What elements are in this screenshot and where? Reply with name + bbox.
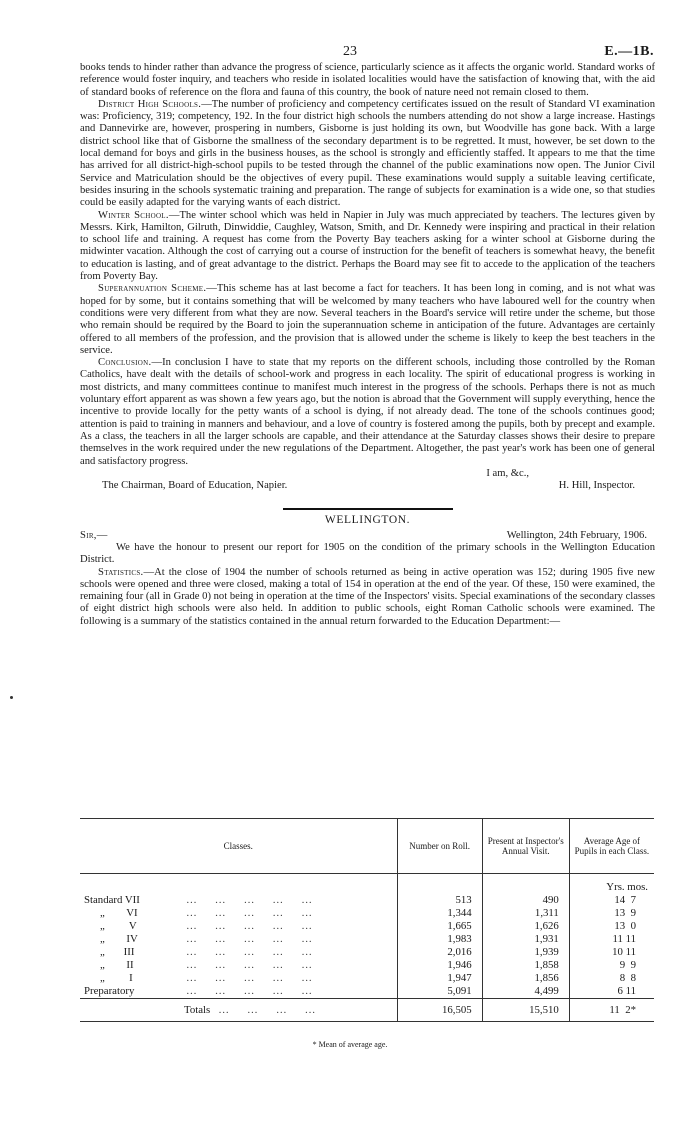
class-cell [80, 920, 397, 933]
section-heading-wellington: WELLINGTON. [324, 514, 411, 527]
present-cell: 1,931 [482, 933, 569, 946]
table-row [80, 894, 654, 907]
class-name: „ I [100, 972, 133, 984]
leader-dots: …………… [186, 946, 330, 958]
age-units: Yrs. mos. [569, 874, 654, 895]
present-cell: 1,858 [482, 959, 569, 972]
age-cell: 14 7 [569, 894, 654, 907]
roll-cell: 1,665 [397, 920, 482, 933]
present-cell: 1,311 [482, 907, 569, 920]
present-cell: 1,626 [482, 920, 569, 933]
paragraph-wellington-intro: We have the honour to present our report for 1905 on the condition of the primary schools in the Wellington Education District. [80, 541, 655, 566]
class-name: Preparatory [84, 985, 135, 997]
class-name: „ IV [100, 933, 138, 945]
age-cell: 13 9 [569, 907, 654, 920]
roll-cell: 1,983 [397, 933, 482, 946]
totals-age: 11 2* [569, 999, 654, 1022]
table-row [80, 907, 654, 920]
present-cell: 1,939 [482, 946, 569, 959]
class-name: Standard VII [84, 894, 140, 906]
roll-cell: 5,091 [397, 985, 482, 999]
age-cell: 10 11 [569, 946, 654, 959]
paragraph-text: —In conclusion I have to state that my reports on the different schools, including those controlled by the Roman Catholics, have dealt with the details of school-work and progress in each locality. The spirit of educational progress is working in most districts, and many committees continue to manifest much interest in the progress of the schools. Perhaps there is not as much voluntary effort apparent as was shown a few years ago, but the notion is abroad that the Government will supply everything, hence the incentive to provide locally for the petty wants of a school is dying, if not already dead. The tone of the schools continues good; attention is paid to training in manners and behaviour, and a love of country is fostered among the pupils, both by precept and example. As a class, the teachers in all the larger schools are capable, and their attendance at the Saturday classes shows their desire to prepare themselves in the work required under the new regulations of the Department. Altogether, the past year's work has been one of general and satisfactory progress. [80, 357, 655, 467]
leader-dots: …………… [186, 894, 330, 906]
roll-cell: 1,946 [397, 959, 482, 972]
page-number: 23 [343, 44, 357, 59]
class-cell [80, 894, 397, 907]
class-name: „ II [100, 959, 134, 971]
table-row [80, 959, 654, 972]
paragraph-text: —This scheme has at last become a fact for teachers. It has been long in coming, and is not what was hoped for by some, but it contains something that will be welcomed by many teachers who have laboured well for the country when conditions were very different from what they are now. Several teachers in the Board's service will retire under the scheme, but those who remain should be required by the Board to join the superannuation scheme in anticipation of the future. Advantages are certainly offered to all members of the profession, and the provision that is allowed under the scheme is likely to keep the best teachers in the service. [80, 283, 655, 356]
section-divider [283, 508, 453, 510]
totals-label-cell [80, 999, 397, 1022]
paragraph-science: books tends to hinder rather than advance the progress of science, particularly science as it affects the organic world. Standard works of reference would foster inquiry, and teachers who reside in isolated localities would have the satisfaction of knowing that, with the aid of standard books of reference on the flora and fauna of this country, the book of nature need not remain closed to them. [80, 62, 655, 98]
signature: H. Hill, Inspector. [558, 480, 635, 492]
class-cell [80, 972, 397, 985]
header-present: Present at Inspector's Annual Visit. [482, 819, 569, 874]
table-row [80, 933, 654, 946]
totals-row [80, 999, 654, 1022]
table-row [80, 972, 654, 985]
statistics-table [80, 818, 654, 1022]
salutation: Sir,— [80, 529, 108, 541]
age-cell: 11 11 [569, 933, 654, 946]
leader-dots: ………… [218, 1003, 334, 1016]
class-cell [80, 959, 397, 972]
paragraph-text: —At the close of 1904 the number of schools returned as being in active operation was 152; during 1905 five new schools were opened and three were closed, making a total of 154 in operation at the end of the year. Of these, 150 were examined, the remaining four (all in Grade 0) not being in operation at the time of the Inspectors' visits. Special examinations of the secondary classes of eight district high schools were also held. In addition to public schools, eight Roman Catholic schools were examined. The following is a summary of the statistics contained in the annual return forwarded to the Education Department:— [80, 566, 655, 627]
roll-cell: 1,344 [397, 907, 482, 920]
header-average-age: Average Age of Pupils in each Class. [569, 819, 654, 874]
report-body [80, 62, 655, 628]
age-cell: 8 8 [569, 972, 654, 985]
header-classes: Classes. [80, 819, 397, 874]
paragraph-text: —The number of proficiency and competency certificates issued on the result of Standard VI examination was: Proficiency, 319; competency, 192. In the four district high schools the numbers attending do not show a large increase. Hastings and Dannevirke are, however, prospering in numbers, Gisborne is just holding its own, but Woodville has gone back. With a large district school like that of Gisborne the smallness of the secondary department is to be regretted. It must, however, be set down to the local demand for boys and girls in the business houses, as the school is strongly and efficiently staffed. It appears to me that the time has arrived for all district-high-school pupils to be tested through the channel of the public examinations now open. The Junior Civil Service and Matriculation should be the objectives of every pupil. These examinations would supply a suitable leaving certificate, besides insuring in the schools systematic training and preparation. The range of subjects for examination is a wide one, so that studies could be easily adapted for the varying wants of each district. [80, 98, 655, 209]
roll-cell: 1,947 [397, 972, 482, 985]
table-footnote: * Mean of average age. [312, 1040, 388, 1049]
class-cell [80, 907, 397, 920]
class-name: „ III [100, 946, 135, 958]
table-row [80, 946, 654, 959]
signature-line [80, 480, 655, 492]
leader-dots: …………… [186, 933, 330, 945]
age-cell: 6 11 [569, 985, 654, 999]
leader-dots: …………… [186, 907, 330, 919]
class-cell [80, 946, 397, 959]
letter-date: Wellington, 24th February, 1906. [506, 529, 647, 541]
leader-dots: …………… [186, 972, 330, 984]
present-cell: 1,856 [482, 972, 569, 985]
class-cell [80, 933, 397, 946]
paragraph-winter-school [80, 210, 655, 284]
section-head-conclusion: Conclusion. [98, 357, 152, 369]
age-cell: 13 0 [569, 920, 654, 933]
paragraph-statistics [80, 567, 655, 628]
closing-line: I am, &c., [486, 467, 529, 479]
roll-cell: 513 [397, 894, 482, 907]
salutation-line [80, 530, 655, 542]
addressee: The Chairman, Board of Education, Napier. [102, 480, 288, 492]
section-head-winter-school: Winter School. [98, 209, 169, 221]
header-roll: Number on Roll. [397, 819, 482, 874]
leader-dots: …………… [186, 920, 330, 932]
margin-speck [10, 696, 13, 699]
section-head-district-high-schools: District High Schools. [98, 98, 202, 110]
class-name: „ V [100, 920, 137, 932]
paragraph-text: —The winter school which was held in Napier in July was much appreciated by teachers. The lectures given by Messrs. Kirk, Hamilton, Gilruth, Dinwiddie, Caughley, Watson, Smith, and Dr. Kennedy were inspiring and practical in their relation to school life and training. A request has come from the Poverty Bay teachers asking for a winter school at Gisborne during the midwinter vacation. Although the cost of carrying out a course of instruction for the benefit of teachers is somewhat heavy, the benefit to education is lasting, and of great advantage to the district. Perhaps the Board may see fit to accede to the application of the teachers from Poverty Bay. [80, 209, 656, 283]
present-cell: 490 [482, 894, 569, 907]
class-name: „ VI [100, 907, 138, 919]
table-row [80, 920, 654, 933]
table-header-row [80, 819, 654, 874]
class-cell [80, 985, 397, 999]
page-reference: E.—1B. [604, 44, 654, 59]
paragraph-conclusion [80, 357, 655, 468]
section-head-superannuation: Superannuation Scheme. [98, 283, 207, 295]
totals-roll: 16,505 [397, 999, 482, 1022]
paragraph-superannuation [80, 283, 655, 357]
leader-dots: …………… [186, 985, 330, 997]
table-row [80, 985, 654, 999]
present-cell: 4,499 [482, 985, 569, 999]
totals-label: Totals [184, 1003, 211, 1016]
units-row [80, 874, 654, 895]
paragraph-district-high-schools [80, 99, 655, 210]
age-cell: 9 9 [569, 959, 654, 972]
section-head-statistics: Statistics. [98, 566, 144, 578]
leader-dots: …………… [186, 959, 330, 971]
totals-present: 15,510 [482, 999, 569, 1022]
roll-cell: 2,016 [397, 946, 482, 959]
